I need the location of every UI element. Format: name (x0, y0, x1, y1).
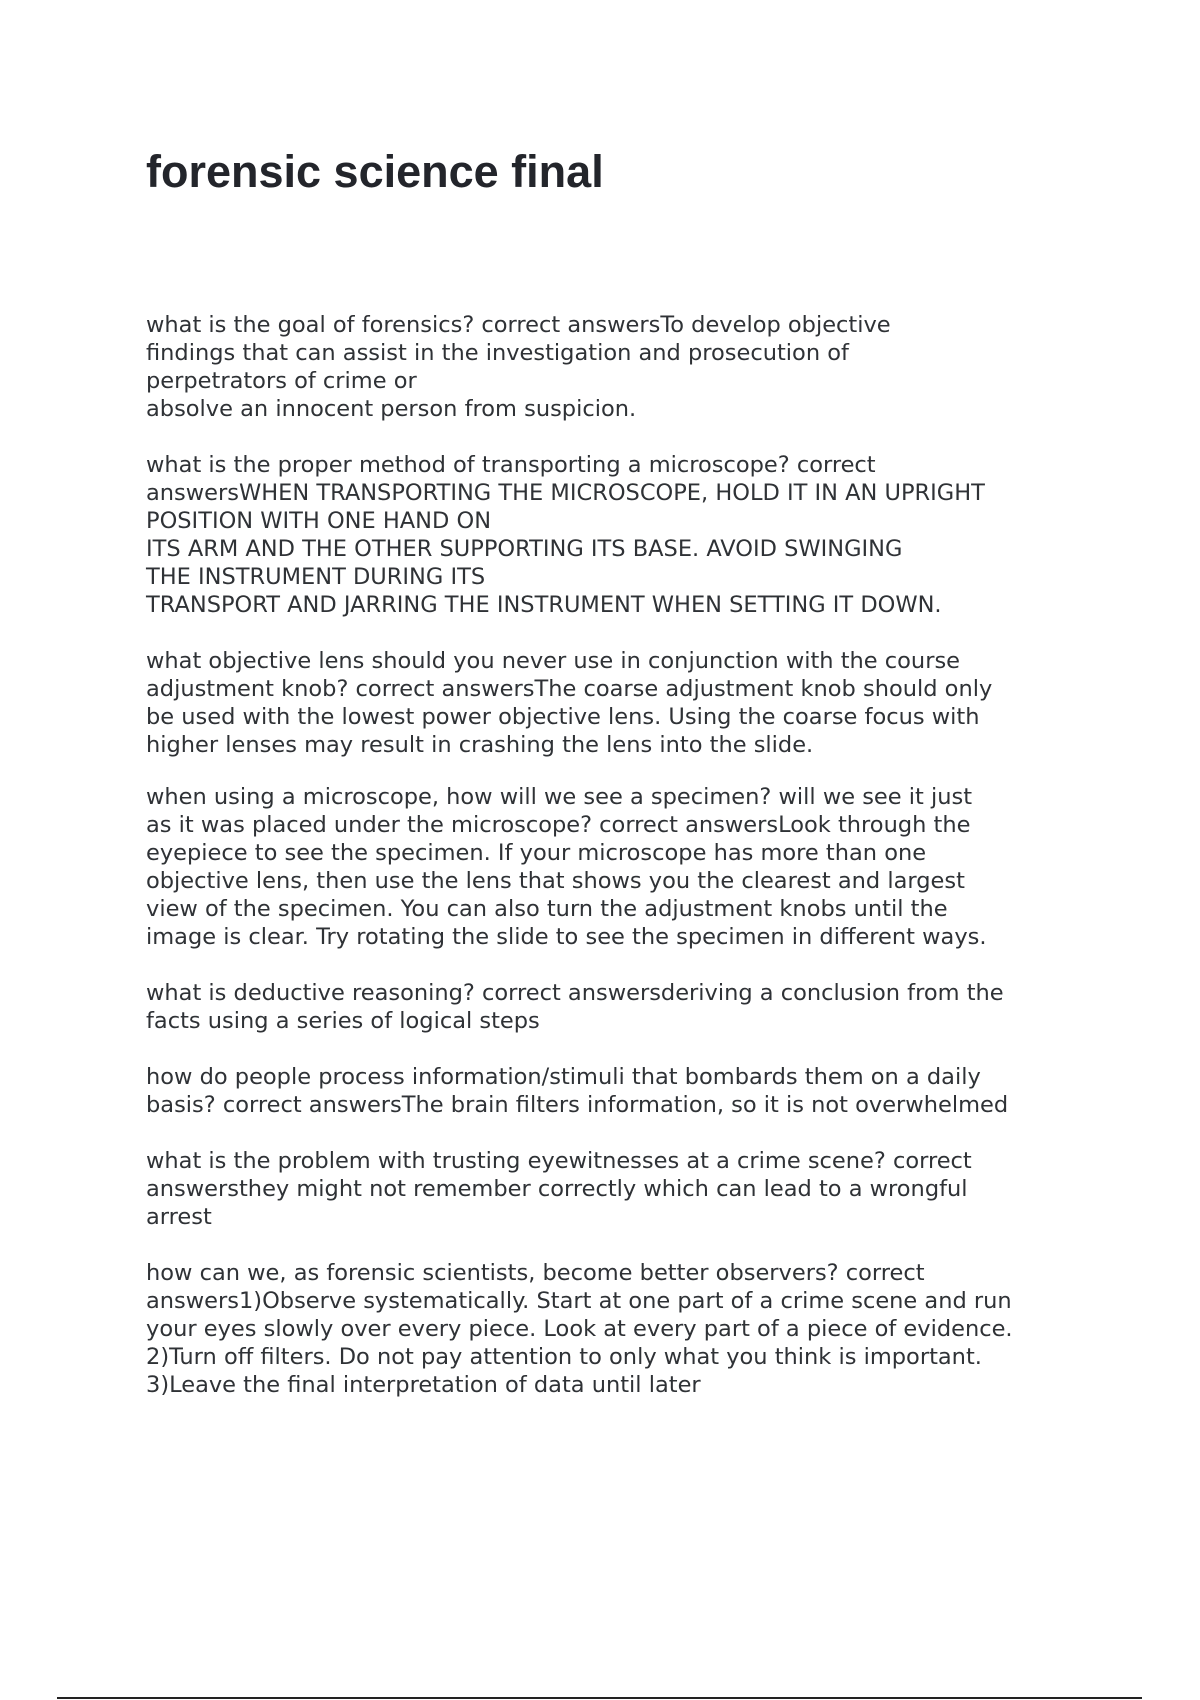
qa-entry: when using a microscope, how will we see a specimen? will we see it just as it was placed under the microscope? correct answersLook through the eyepiece to see the specimen. If your microscope has more than one objective lens, then use the lens that shows you the clearest and largest view of the specimen. You can also turn the adjustment knobs until the image is clear. Try rotating the slide to see the specimen in different ways. (146, 784, 987, 950)
qa-entry: what objective lens should you never use in conjunction with the course adjustment knob? correct answersThe coarse adjustment knob should only be used with the lowest power objective lens. Using the coarse focus with higher lenses may result in crashing the lens into the slide. (146, 648, 993, 758)
qa-entry: how can we, as forensic scientists, become better observers? correct answers1)Observe systematically. Start at one part of a crime scene and run your eyes slowly over every piece. Look at every part of a piece of evidence. 2)Turn off filters. Do not pay attention to only what you think is important. 3)Leave the final interpretation of data until later (146, 1260, 1013, 1398)
qa-entry: what is the proper method of transporting a microscope? correct answersWHEN TRANSPORTING THE MICROSCOPE, HOLD IT IN AN UPRIGHT POSITION WITH ONE HAND ON ITS ARM AND THE OTHER SUPPORTING ITS BASE. AVOID SWINGING THE INSTRUMENT DURING ITS TRANSPORT AND JARRING THE INSTRUMENT WHEN SETTING IT DOWN. (146, 452, 985, 618)
qa-entry: what is the goal of forensics? correct answersTo develop objective findings that can assist in the investigation and prosecution of perpetrators of crime or absolve an innocent person from suspicion. (146, 312, 891, 422)
qa-list (146, 311, 1086, 1399)
qa-entry: what is the problem with trusting eyewitnesses at a crime scene? correct answersthey might not remember correctly which can lead to a wrongful arrest (146, 1148, 972, 1230)
footer-divider (57, 1697, 1142, 1699)
document-title: forensic science final (146, 146, 604, 197)
qa-entry: how do people process information/stimuli that bombards them on a daily basis? correct answersThe brain filters information, so it is not overwhelmed (146, 1064, 1009, 1118)
qa-entry: what is deductive reasoning? correct answersderiving a conclusion from the facts using a series of logical steps (146, 980, 1004, 1034)
